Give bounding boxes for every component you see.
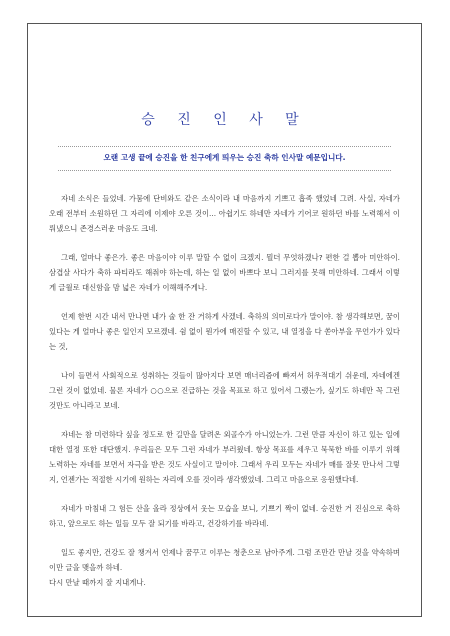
paragraph: 그래, 얼마나 좋은가. 좋은 마음이야 이루 말할 수 없이 크겠지. 뭘더 무엇하겠나? 편한 걸 뽑아 미안하이. 삼겹살 사다가 축하 파티라도 해줘야 하는데, 하는 일 없이 바쁘다 보니 그러지를 못해 미안하네. 그래서 이렇게 글월로 대신함을 맘 넓은 자네가 이해해주게나. [49,253,400,292]
paragraph: 자네 소식은 들었네. 가뭄에 단비와도 같은 소식이라 내 마음까지 기쁘고 흡족 했었네 그려. 사실, 자네가 오래 전부터 소원하던 그 자리에 이제야 오른 것이... 아쉽기도 하네만 자네가 기어코 원하던 바를 노력해서 이뤄냈으니 존경스러운 마음도 크네. [49,194,400,233]
closing-line: 다시 만날 때까지 잘 지내게나. [49,578,146,587]
divider-bottom [58,170,391,171]
paragraph: 나이 들면서 사회적으로 성취하는 것들이 많아지다 보면 매너리즘에 빠져서 허우적대기 쉬운데, 자네에겐 그런 것이 없었네. 물론 자네가 ○○으로 진급하는 것을 목표로 하고 있어서 그랬는가, 싶기도 하네만 꼭 그런 것만도 아니라고 보네. [49,371,400,410]
paragraph: 자네는 참 미련하다 싶을 정도로 한 길만을 달려온 외골수가 아니었는가. 그런 만큼 자신이 하고 있는 일에 대한 열정 또한 대단했지. 우리들은 모두 그런 자네가 부러웠네. 항상 목표를 세우고 묵묵한 바를 이루기 위해 노력하는 자네를 보면서 자극을 받은 것도 사실이고 말이야. 그래서 우리 모두는 자네가 매를 잘못 만나서 그렇지, 언젠가는 적절한 시기에 원하는 자리에 오를 것이라 생각했었네. 그리고 마음으로 응원했다네. [49,430,400,484]
paragraph: 일도 좋지만, 건강도 잘 챙겨서 언제나 꿈꾸고 이루는 청춘으로 남아주게. 그럼 조만간 만날 것을 약속하며 이만 글을 맺을까 하네. [49,548,400,572]
paragraph: 언제 한번 시간 내서 만나면 내가 술 한 잔 거하게 사겠네. 축하의 의미로다가 말이야. 참 생각해보면, 꿈이 있다는 게 얼마나 좋은 일인지 모르겠네. 쉼 없이 뭔가에 매진할 수 있고, 내 열정을 다 쏟아부을 무언가가 있다는 것, [49,312,400,351]
document-page [27,23,422,617]
letter-body [49,191,400,590]
divider-top [58,146,391,147]
page-subtitle: 오랜 고생 끝에 승진을 한 친구에게 띄우는 승진 축하 인사말 예문입니다. [103,153,346,162]
page-title: 승 진 인 사 말 [141,112,308,128]
paragraph: 자네가 마침내 그 험든 산을 올라 정상에서 웃는 모습을 보니, 기쁘기 짝이 없네. 승진한 거 진심으로 축하하고, 앞으로도 하는 일들 모두 잘 되기를 바라고, 건강하기를 바라네. [49,504,400,528]
